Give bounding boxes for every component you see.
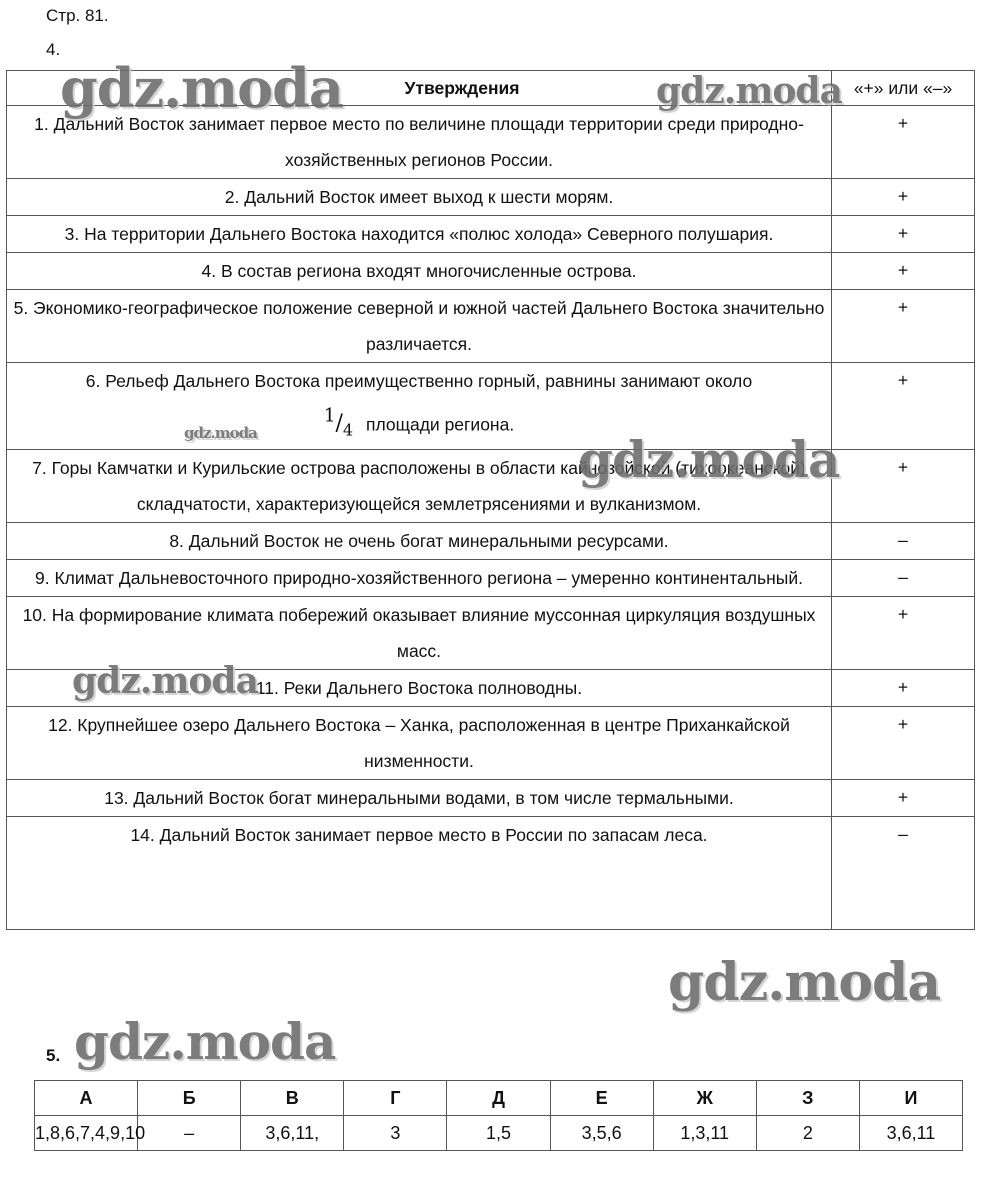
mark-cell: + [832,106,975,179]
table-row [7,816,975,929]
statement-cell: 12. Крупнейшее озеро Дальнего Востока – Ханка, расположенная в центре Приханкайской низменности. [7,706,832,779]
task-4-number: 4. [46,40,61,59]
table-row [7,596,975,669]
statement-cell: 11. Реки Дальнего Востока полноводны. [7,669,832,706]
mark-cell: + [832,179,975,216]
matching-value: 1,3,11 [653,1116,756,1151]
mark-cell: + [832,290,975,363]
watermark: gdz.moda [668,952,941,1013]
table-row [7,449,975,522]
statement-cell: 10. На формирование климата побережий оказывает влияние муссонная циркуляция воздушных масс. [7,596,832,669]
table-row [7,179,975,216]
statement-cell: 5. Экономико-географическое положение северной и южной частей Дальнего Востока значительно различается. [7,290,832,363]
statement-cell: 8. Дальний Восток не очень богат минеральными ресурсами. [7,522,832,559]
matching-value: 3,6,11 [859,1116,962,1151]
statement-cell: 1. Дальний Восток занимает первое место по величине площади территории среди природно-хозяйственных регионов России. [7,106,832,179]
matching-value-row [35,1116,963,1151]
statement-cell [7,363,832,450]
matching-header: Д [447,1081,550,1116]
matching-value: – [138,1116,241,1151]
mark-cell: + [832,449,975,522]
mark-cell: + [832,253,975,290]
task-5-number: 5. [46,1046,61,1065]
statement-text: площади региона. [365,414,515,435]
statement-cell: 9. Климат Дальневосточного природно-хозяйственного региона – умеренно континентальный. [7,559,832,596]
statement-cell: 2. Дальний Восток имеет выход к шести морям. [7,179,832,216]
watermark: gdz.moda [656,70,842,112]
watermark: gdz.moda [60,56,343,120]
table-row [7,253,975,290]
mark-cell: – [832,522,975,559]
statements-table [6,70,975,930]
matching-header: Е [550,1081,653,1116]
statement-cell: 14. Дальний Восток занимает первое место в России по запасам леса. [7,816,832,929]
table-row [7,106,975,179]
statement-cell: 3. На территории Дальнего Востока находится «полюс холода» Северного полушария. [7,216,832,253]
table-row [7,522,975,559]
mark-cell: + [832,779,975,816]
statements-header: Утверждения [7,71,832,106]
fraction-numerator: 1 [323,406,336,427]
watermark: gdz.moda [74,1012,336,1071]
matching-header: И [859,1081,962,1116]
fraction-denominator: 4 [342,420,354,440]
watermark: gdz.moda [578,430,840,489]
matching-value: 3,6,11, [241,1116,344,1151]
table-row [7,779,975,816]
matching-value: 3 [344,1116,447,1151]
fraction: $^1/_4$ [323,406,354,440]
statement-cell: 13. Дальний Восток богат минеральными водами, в том числе термальными. [7,779,832,816]
matching-value: 1,5 [447,1116,550,1151]
page-number: Стр. 81. [46,6,109,25]
matching-value: 2 [756,1116,859,1151]
matching-value: 1,8,6,7,4,9,10 [35,1116,138,1151]
table-row [7,363,975,450]
statements-header-row [7,71,975,106]
mark-cell: + [832,706,975,779]
mark-cell: + [832,216,975,253]
mark-header: «+» или «–» [832,71,975,106]
matching-table [34,1080,963,1151]
matching-header: З [756,1081,859,1116]
matching-header: А [35,1081,138,1116]
matching-value: 3,5,6 [550,1116,653,1151]
statement-cell: 4. В состав региона входят многочисленные острова. [7,253,832,290]
matching-header: Б [138,1081,241,1116]
table-row [7,559,975,596]
matching-header: Г [344,1081,447,1116]
mark-cell: + [832,669,975,706]
watermark: gdz.moda [72,660,258,702]
mark-cell: – [832,816,975,929]
matching-header: Ж [653,1081,756,1116]
statement-cell: 7. Горы Камчатки и Курильские острова расположены в области кайнозойской (тихоокеанской) складчатости, характеризующейся землетрясениями и вулканизмом. [7,449,832,522]
table-row [7,706,975,779]
table-row [7,669,975,706]
statement-text: 6. Рельеф Дальнего Востока преимущественно горный, равнины занимают около [85,371,753,391]
mark-cell: – [832,559,975,596]
table-row [7,216,975,253]
watermark: gdz.moda [184,424,257,442]
matching-header-row [35,1081,963,1116]
table-row [7,290,975,363]
mark-cell: + [832,596,975,669]
mark-cell: + [832,363,975,450]
matching-header: В [241,1081,344,1116]
